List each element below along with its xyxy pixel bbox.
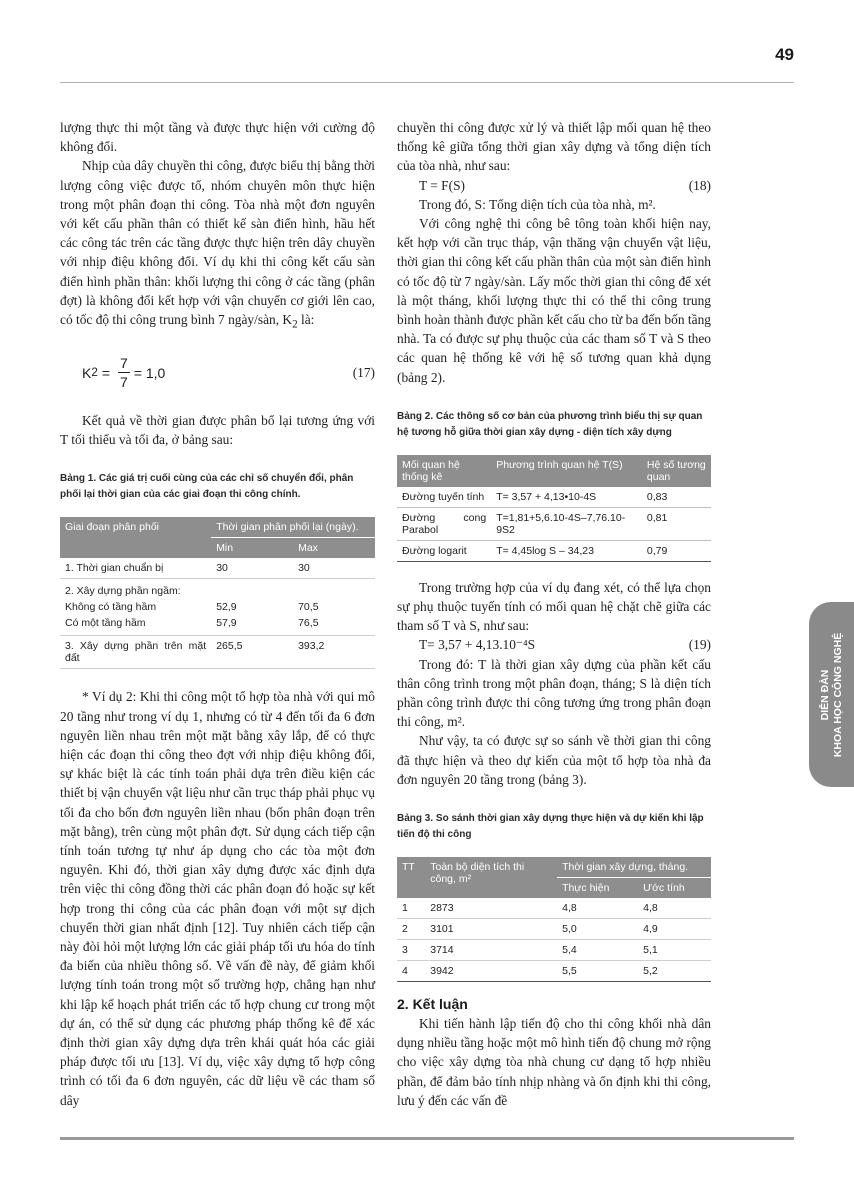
section-heading: 2. Kết luận bbox=[397, 996, 468, 1013]
table-row: 3 3714 5,4 5,1 bbox=[397, 940, 711, 961]
table1-header-phase: Giai đoạn phân phối bbox=[60, 517, 211, 558]
equation-17: K 2 = $\frac{7}{7}$ = 1,0 (17) bbox=[82, 355, 375, 391]
equation-number: (18) bbox=[688, 177, 711, 193]
paragraph: Trong đó, S: Tổng diện tích của tòa nhà, m². bbox=[419, 196, 656, 212]
table3-header-area: Toàn bộ diện tích thi công, m² bbox=[425, 857, 557, 898]
footer-rule bbox=[60, 1137, 794, 1140]
table-row: 1. Thời gian chuẩn bị 30 30 bbox=[60, 558, 375, 579]
fraction-numerator: 7 bbox=[120, 355, 128, 372]
fraction bbox=[118, 354, 130, 391]
equation-19 bbox=[397, 635, 711, 654]
table1-header-min: Min bbox=[211, 538, 293, 559]
subscript: 2 bbox=[292, 318, 298, 331]
fraction-denominator: 7 bbox=[120, 374, 128, 391]
table3-header-estimate: Ước tính bbox=[638, 878, 711, 899]
paragraph: Như vậy, ta có được sự so sánh về thời gian thi công đã thực hiện và theo dự kiến của một tổ hợp tòa nhà đa đơn nguyên 20 tầng trong (bảng 3). bbox=[397, 733, 711, 787]
header-rule bbox=[60, 82, 794, 83]
page-number: 49 bbox=[775, 45, 794, 64]
paragraph: lượng thực thi một tầng và được thực hiện với cường độ không đổi. bbox=[60, 120, 375, 155]
table2-header-equation: Phương trình quan hệ T(S) bbox=[491, 455, 642, 487]
table2-header-relation: Mối quan hệ thống kê bbox=[397, 455, 491, 487]
equation-expression: T = F(S) bbox=[419, 177, 465, 193]
paragraph: chuyền thi công được xử lý và thiết lập mối quan hệ theo thống kê giữa tổng thời gian xây dựng và tổng diện tích của tòa nhà, như sau: bbox=[397, 120, 711, 174]
table-row: 1 2873 4,8 4,8 bbox=[397, 898, 711, 919]
paragraph: Kết quả về thời gian được phân bổ lại tương ứng với T tối thiểu và tối đa, ở bảng sau: bbox=[60, 412, 375, 448]
right-column bbox=[397, 118, 711, 1110]
paragraph: Khi tiến hành lập tiến độ cho thi công khối nhà dân dụng nhiều tầng hoặc một mô hình tiến độ chung mở rộng cho việc xây dựng tòa nhà chung cư dạng tổ hợp nhiều phần, để đảm bảo tính nhịp nhàng và ổn định khi thi công, lưu ý đến các vấn đề bbox=[397, 1016, 711, 1108]
table-row: 2. Xây dựng phần ngầm: Không có tầng hầm Có một tầng hầm 52,9 57,9 70,5 76,5 bbox=[60, 579, 375, 636]
table-row: Đường cong Parabol T=1,81+5,6.10-4S–7,76.10-9S2 0,81 bbox=[397, 507, 711, 540]
side-tab-line1: DIỄN ĐÀN bbox=[818, 669, 831, 720]
table1 bbox=[60, 517, 375, 669]
table1-header-time: Thời gian phân phối lại (ngày). bbox=[211, 517, 375, 538]
table2-header-coefficient: Hệ số tương quan bbox=[642, 455, 711, 487]
table3 bbox=[397, 857, 711, 982]
table-row: 4 3942 5,5 5,2 bbox=[397, 961, 711, 982]
table2-caption: Bảng 2. Các thông số cơ bản của phương trình biểu thị sự quan hệ tương hỗ giữa thời gian xây dựng - diện tích xây dựng bbox=[397, 410, 703, 438]
equation-rhs: = 1,0 bbox=[133, 364, 166, 381]
equation-number: (17) bbox=[352, 365, 375, 381]
table3-header-index: TT bbox=[397, 857, 425, 898]
table-row: 3. Xây dựng phần trên mặt đất 265,5 393,2 bbox=[60, 636, 375, 669]
paragraph-text: Nhịp của dây chuyền thi công, được biểu thị bằng thời lượng công việc được tổ, nhóm chuyên môn thực hiện trong một phân đoạn thi công. Tòa nhà một đơn nguyên với kết cấu phần thân có thiết kế sàn điển hình, hầu hết các công tác trên các tầng được thực hiện trên dây chuyền với nhịp điệu không đổi. Ví dụ khi thi công kết cấu sàn điển hình phần thân: khối lượng thi công ở các tầng (phân đợt) là không đổi kết hợp với vận chuyển cơ giới lên cao, có tốc độ thi công trung bình 7 ngày/sàn, K bbox=[60, 158, 375, 328]
table2 bbox=[397, 455, 711, 562]
paragraph-text: là: bbox=[297, 312, 315, 328]
section-side-tab bbox=[809, 602, 854, 787]
equation-expression: T= 3,57 + 4,13.10⁻⁴S bbox=[419, 637, 536, 653]
equation-subscript: 2 bbox=[91, 366, 98, 380]
table1-header-max: Max bbox=[293, 538, 375, 559]
paragraph: Trong đó: T là thời gian xây dựng của phần kết cấu thân công trình trong một phân đoạn, tháng; S là diện tích phần công trình được thi công tương ứng trong phân đoạn thi công, m². bbox=[397, 656, 711, 730]
equation-number: (19) bbox=[688, 637, 711, 653]
equation-lhs: K bbox=[82, 364, 92, 381]
table-row: Đường tuyến tính T= 3,57 + 4,13•10-4S 0,83 bbox=[397, 487, 711, 508]
paragraph: Với công nghệ thi công bê tông toàn khối hiện nay, kết hợp với cần trục tháp, vận thăng vận chuyển vật liệu, thời gian thi công kết cấu phần thân của một sàn điển hình có tốc độ từ 7 ngày/sàn. Lấy mốc thời gian thi công để xét là một tháng, khối lượng thực thi có thể thi công trung bình hoàn thành được phần kết cấu cho từ ba đến bốn tầng nhà. Ta có được sự phụ thuộc của các tham số T và S theo các quan hệ thống kê với hệ số tương quan khả dụng (bảng 2). bbox=[397, 216, 711, 385]
table3-caption: Bảng 3. So sánh thời gian xây dựng thực hiện và dự kiến khi lập tiến độ thi công bbox=[397, 813, 704, 841]
table-row: Đường logarit T= 4,45log S – 34,23 0,79 bbox=[397, 540, 711, 561]
equation-18 bbox=[397, 176, 711, 195]
side-tab-line2: KHOA HỌC CÔNG NGHỆ bbox=[831, 632, 844, 757]
paragraph: * Ví dụ 2: Khi thi công một tổ hợp tòa nhà với qui mô 20 tầng như trong ví dụ 1, nhưng có từ 4 đến tối đa 6 đơn nguyên liền nhau trên một mặt bằng xây lắp, để có thực hiện các đoạn thi công theo đợt với nhịp điệu không đổi, sự khác biệt là các tính toán phải dựa trên điều kiện các thiết bị vận chuyển vật liệu như cần trục tháp phải phục vụ tối đa cho bốn đơn nguyên liền nhau (bốn phân đoạn trên mặt bằng), trên cùng một phân đợt. Sử dụng cách tiếp cận tính toán tương tự như áp dụng cho các tòa một đơn nguyên. Khi đó, thời gian xây dựng được xác định dựa trên việc thi công đồng thời các phân đoạn đó hoặc sự kết hợp trong thi công của các phân đoạn với một sự dịch chuyển thời gian nhất định [12]. Tuy nhiên cách tiếp cận này đòi hỏi một lượng lớn các giải pháp tối ưu hóa do tính đa biến của nhiều thông số. Về vấn đề này, để giảm khối lượng tính toán trong một số trường hợp, chẳng hạn như khi lập kế hoạch phát triển các tổ hợp chung cư trong một dự án, có thể sử dụng các phương pháp thống kê để xác định thời gian xây dựng dựa trên khái quát hóa các giải pháp được tối ưu [13]. Ví dụ, việc xây dựng tổ hợp công trình có tối đa 6 đơn nguyên, các dữ liệu về các tham số dây bbox=[60, 689, 375, 1108]
left-column bbox=[60, 118, 375, 1110]
table3-header-actual: Thực hiện bbox=[557, 878, 638, 899]
paragraph: Trong trường hợp của ví dụ đang xét, có thể lựa chọn sự phụ thuộc tuyến tính có mối quan hệ chặt chẽ giữa các tham số T và S, như sau: bbox=[397, 579, 711, 634]
table3-header-time: Thời gian xây dựng, tháng. bbox=[557, 857, 711, 878]
table-row: 2 3101 5,0 4,9 bbox=[397, 919, 711, 940]
paragraph bbox=[60, 156, 375, 335]
table1-caption: Bảng 1. Các giá trị cuối cùng của các chỉ số chuyển đổi, phân phối lại thời gian của các giai đoạn thi công chính. bbox=[60, 473, 354, 501]
